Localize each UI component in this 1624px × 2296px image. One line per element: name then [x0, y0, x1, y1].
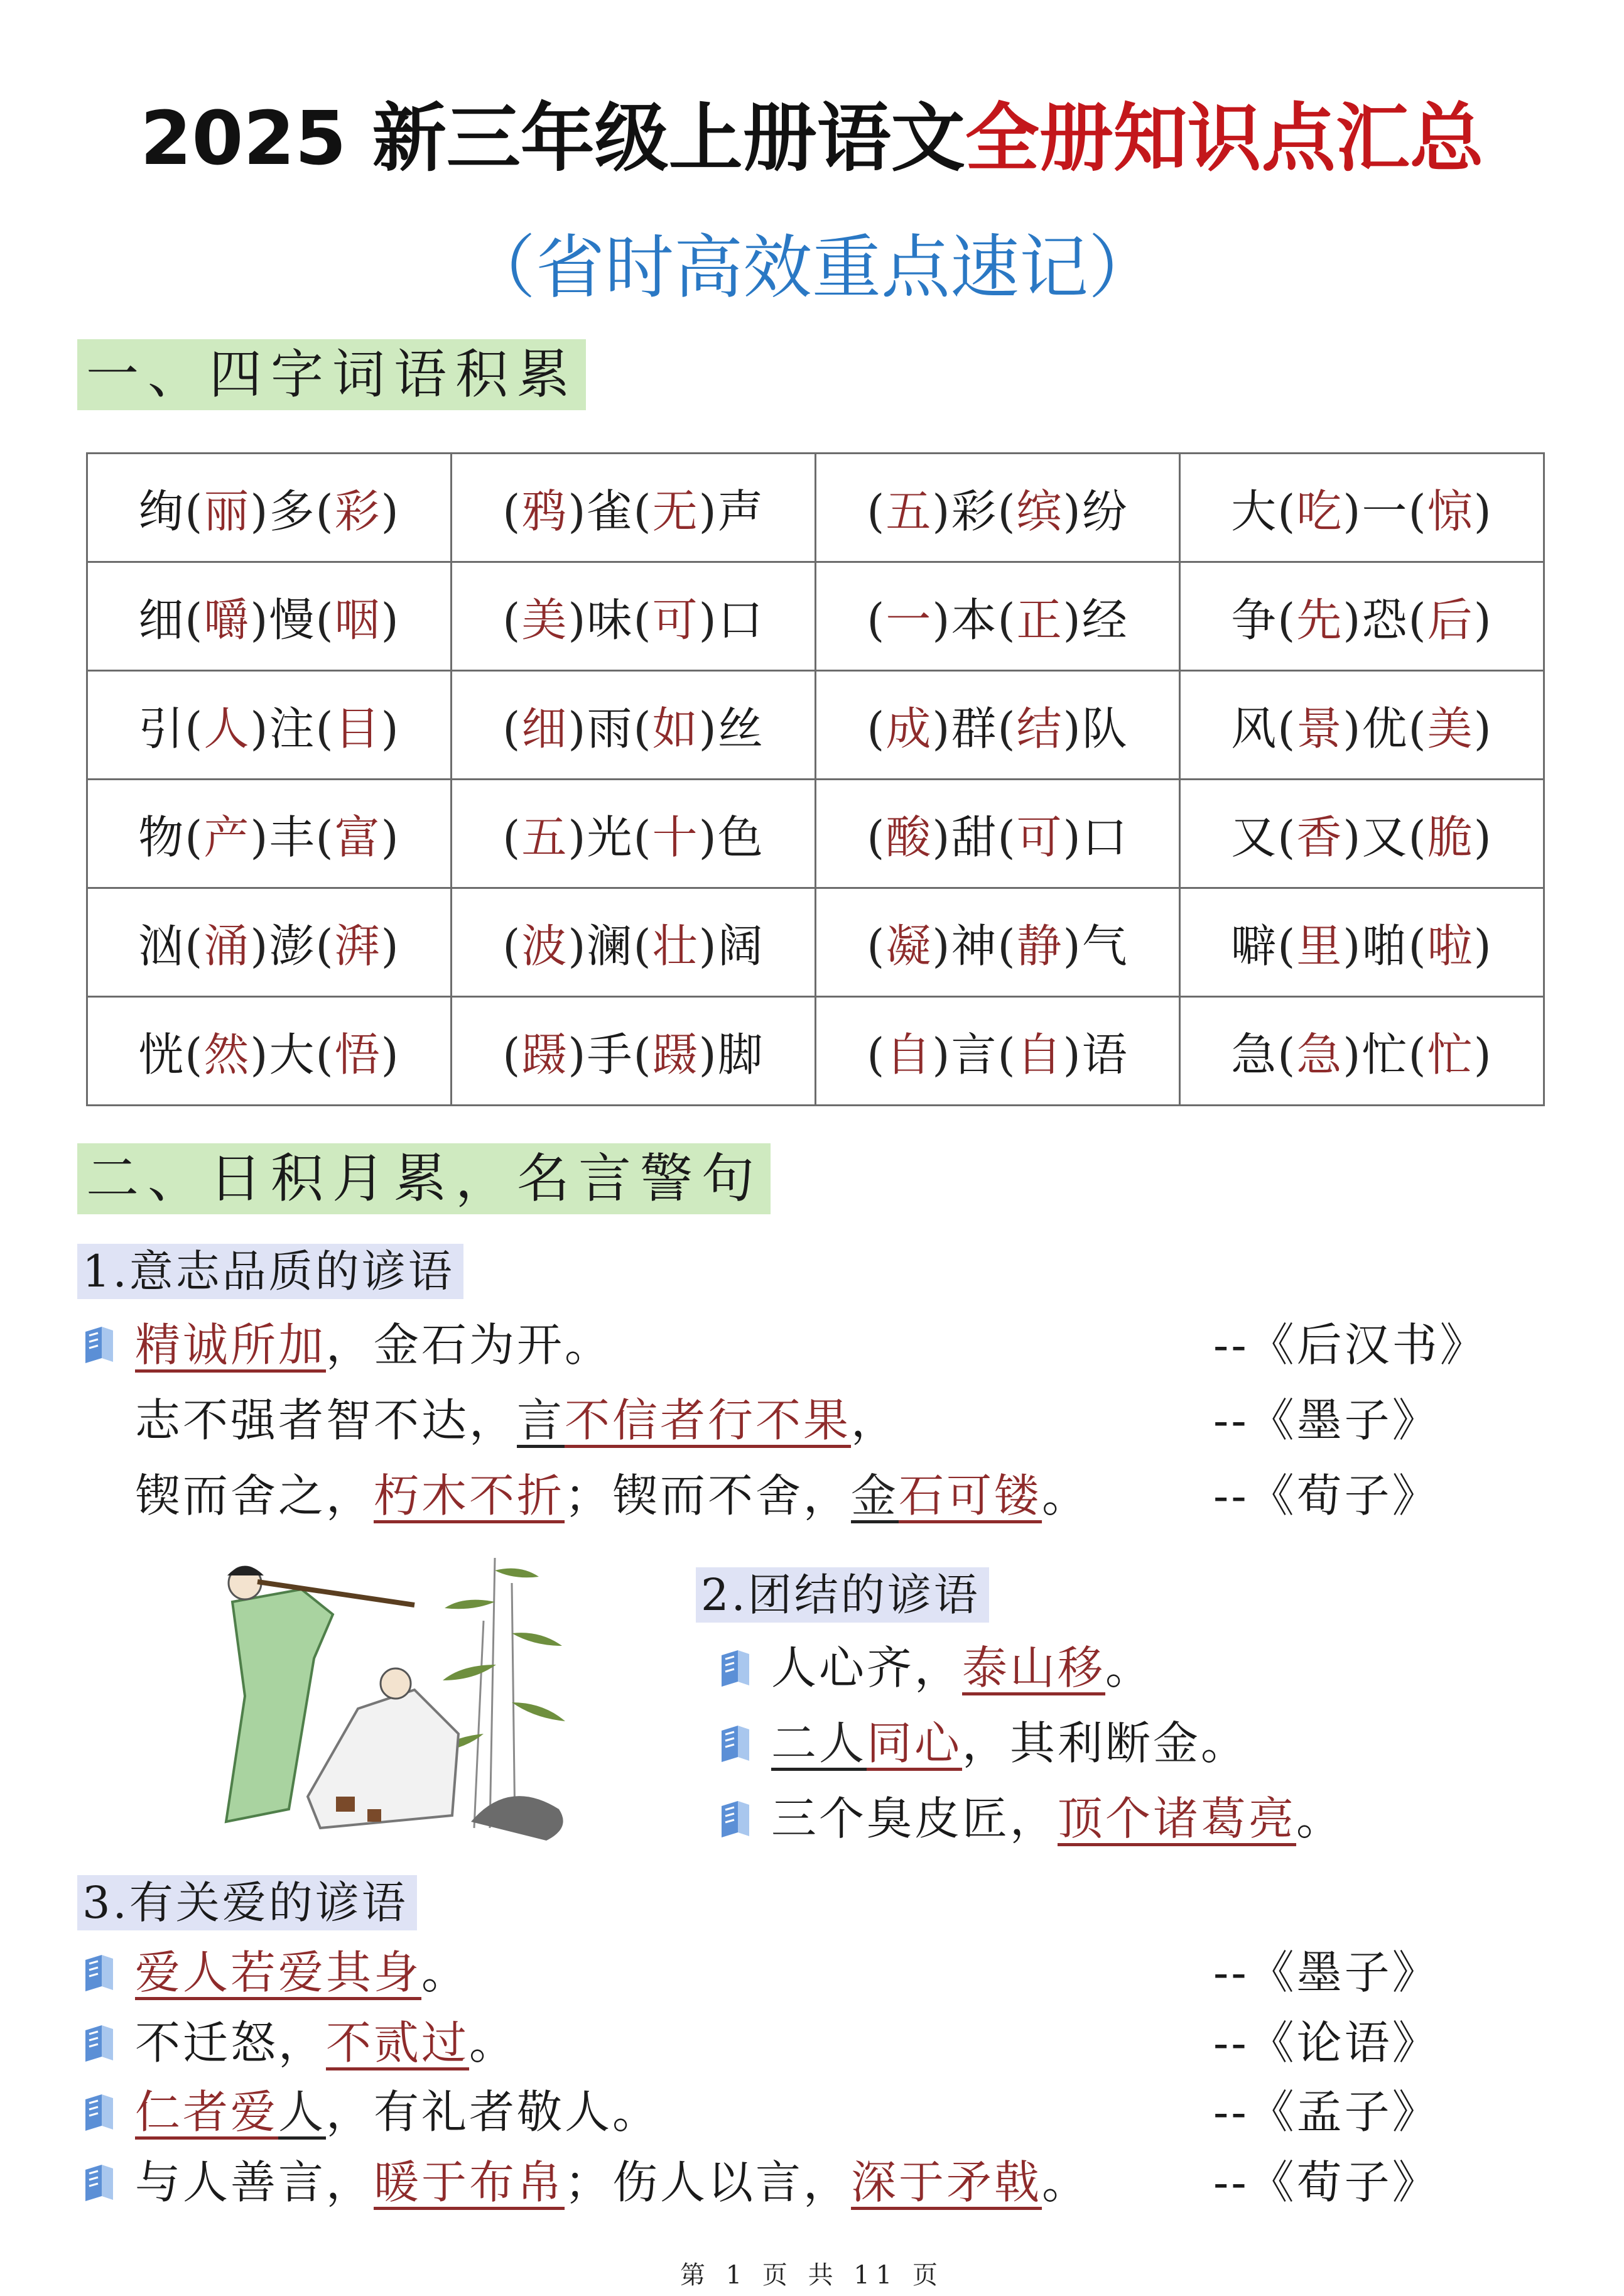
- idiom-char: 慢: [269, 594, 316, 646]
- idiom-bracket: ): [1473, 485, 1493, 538]
- idiom-answer-char: 湃: [334, 920, 381, 972]
- idiom-bracket: (: [1277, 485, 1297, 538]
- idiom-bracket: ): [932, 920, 951, 972]
- idiom-bracket: ): [698, 594, 718, 646]
- idiom-char: 语: [1081, 1028, 1129, 1081]
- quote-source: --《论语》: [1213, 2016, 1440, 2069]
- subheading-love: 3.有关爱的谚语: [77, 1875, 417, 1930]
- idiom-char: 忙: [1361, 1028, 1409, 1081]
- idiom-char: 绚: [138, 485, 185, 538]
- idiom-answer-char: 咽: [334, 594, 381, 646]
- idiom-bracket: ): [1343, 920, 1362, 972]
- book-icon: [719, 1724, 752, 1763]
- idiom-bracket: ): [1063, 702, 1082, 755]
- idiom-answer-char: 波: [521, 920, 568, 972]
- idiom-cell: [816, 888, 1180, 997]
- idiom-answer-char: 壮: [652, 920, 699, 972]
- idiom-char: 细: [138, 594, 185, 646]
- quote-line: 精诚所加，金石为开。: [135, 1319, 613, 1371]
- idiom-char: 本: [951, 594, 998, 646]
- idiom-bracket: ): [698, 485, 718, 538]
- idiom-answer-char: 嚼: [203, 594, 251, 646]
- idiom-char: 口: [1081, 811, 1129, 864]
- idiom-answer-char: 正: [1016, 594, 1063, 646]
- idiom-bracket: ): [381, 811, 400, 864]
- idiom-bracket: (: [1277, 811, 1297, 864]
- idiom-cell: [87, 888, 452, 997]
- idiom-cell: [452, 888, 816, 997]
- idiom-char: 物: [138, 811, 185, 864]
- idiom-bracket: ): [568, 702, 587, 755]
- idiom-bracket: (: [633, 485, 652, 538]
- idiom-answer-char: 酸: [885, 811, 933, 864]
- idiom-bracket: ): [1343, 702, 1362, 755]
- book-icon: [83, 2093, 116, 2132]
- idiom-cell: [816, 997, 1180, 1106]
- idiom-answer-char: 急: [1296, 1028, 1343, 1081]
- idiom-bracket: ): [568, 811, 587, 864]
- idiom-bracket: (: [502, 594, 522, 646]
- idiom-bracket: ): [1473, 594, 1493, 646]
- quote-line: 仁者爱人，有礼者敬人。: [135, 2086, 661, 2138]
- idiom-char: 又: [1361, 811, 1409, 864]
- idiom-cell: [87, 780, 452, 888]
- table-row: [87, 997, 1544, 1106]
- book-icon: [83, 1325, 116, 1364]
- idiom-answer-char: 里: [1296, 920, 1343, 972]
- idiom-bracket: ): [381, 594, 400, 646]
- idiom-bracket: (: [1408, 920, 1427, 972]
- idiom-bracket: (: [997, 594, 1017, 646]
- idiom-bracket: (: [185, 811, 204, 864]
- idiom-char: 群: [951, 702, 998, 755]
- idiom-bracket: (: [997, 702, 1017, 755]
- idiom-cell: [452, 562, 816, 671]
- idiom-bracket: (: [315, 594, 335, 646]
- idiom-char: 注: [269, 702, 316, 755]
- idiom-answer-char: 鸦: [521, 485, 568, 538]
- idiom-answer-char: 忙: [1427, 1028, 1474, 1081]
- idiom-answer-char: 彩: [334, 485, 381, 538]
- idiom-bracket: (: [502, 1028, 522, 1081]
- idiom-bracket: ): [568, 1028, 587, 1081]
- idiom-cell: [1180, 671, 1544, 780]
- idiom-bracket: (: [1277, 1028, 1297, 1081]
- quote-line: 三个臭皮匠，顶个诸葛亮。: [771, 1792, 1345, 1845]
- idiom-bracket: ): [698, 811, 718, 864]
- idiom-answer-char: 美: [1427, 702, 1474, 755]
- idiom-cell: [452, 997, 816, 1106]
- idiom-bracket: ): [568, 594, 587, 646]
- idiom-bracket: (: [867, 594, 886, 646]
- quote-line: 爱人若爱其身。: [135, 1946, 470, 1999]
- idiom-char: 声: [717, 485, 764, 538]
- idiom-bracket: (: [502, 485, 522, 538]
- idiom-bracket: ): [250, 702, 269, 755]
- quote-source: --《荀子》: [1213, 2156, 1440, 2209]
- quote-line: 与人善言，暖于布帛；伤人以言，深于矛戟。: [135, 2156, 1090, 2209]
- idiom-cell: [816, 780, 1180, 888]
- quote-line: 二人同心，其利断金。: [771, 1717, 1249, 1770]
- idiom-char: 经: [1081, 594, 1129, 646]
- idiom-bracket: (: [1408, 811, 1427, 864]
- idiom-char: 引: [138, 702, 185, 755]
- idiom-cell: [1180, 780, 1544, 888]
- idiom-bracket: (: [1408, 702, 1427, 755]
- idiom-char: 大: [1231, 485, 1278, 538]
- idiom-bracket: ): [1473, 702, 1493, 755]
- idiom-bracket: (: [185, 594, 204, 646]
- idiom-answer-char: 涌: [203, 920, 251, 972]
- table-row: [87, 780, 1544, 888]
- idiom-bracket: (: [1408, 594, 1427, 646]
- idiom-bracket: ): [1063, 811, 1082, 864]
- idiom-char: 噼: [1231, 920, 1278, 972]
- idiom-bracket: (: [1408, 485, 1427, 538]
- idiom-char: 汹: [138, 920, 185, 972]
- idiom-char: 纷: [1081, 485, 1129, 538]
- idiom-bracket: (: [633, 1028, 652, 1081]
- idiom-char: 争: [1231, 594, 1278, 646]
- idiom-bracket: ): [1063, 920, 1082, 972]
- idiom-bracket: (: [185, 1028, 204, 1081]
- idiom-answer-char: 先: [1296, 594, 1343, 646]
- book-icon: [83, 2163, 116, 2202]
- idiom-answer-char: 啦: [1427, 920, 1474, 972]
- idiom-bracket: (: [185, 485, 204, 538]
- idiom-char: 澜: [587, 920, 634, 972]
- idiom-bracket: (: [633, 702, 652, 755]
- idiom-char: 言: [951, 1028, 998, 1081]
- idiom-bracket: (: [867, 811, 886, 864]
- idiom-answer-char: 蹑: [521, 1028, 568, 1081]
- idiom-bracket: ): [1343, 485, 1362, 538]
- subheading-unity: 2.团结的谚语: [696, 1567, 989, 1623]
- table-row: [87, 671, 1544, 780]
- idiom-char: 恍: [138, 1028, 185, 1081]
- scholars-illustration: [188, 1545, 603, 1841]
- idiom-char: 气: [1081, 920, 1129, 972]
- idiom-char: 啪: [1361, 920, 1409, 972]
- idiom-answer-char: 蹑: [652, 1028, 699, 1081]
- idiom-answer-char: 自: [885, 1028, 933, 1081]
- idiom-char: 优: [1361, 702, 1409, 755]
- idiom-answer-char: 成: [885, 702, 933, 755]
- idiom-cell: [87, 562, 452, 671]
- idiom-bracket: ): [698, 1028, 718, 1081]
- idiom-answer-char: 然: [203, 1028, 251, 1081]
- idiom-bracket: (: [315, 811, 335, 864]
- idiom-bracket: ): [1063, 1028, 1082, 1081]
- idiom-bracket: (: [315, 485, 335, 538]
- idiom-char: 味: [587, 594, 634, 646]
- idiom-cell: [87, 671, 452, 780]
- idiom-answer-char: 结: [1016, 702, 1063, 755]
- idiom-bracket: (: [315, 1028, 335, 1081]
- idiom-bracket: (: [633, 594, 652, 646]
- table-row: [87, 888, 1544, 997]
- idiom-bracket: ): [698, 920, 718, 972]
- idiom-bracket: (: [502, 811, 522, 864]
- idiom-answer-char: 自: [1016, 1028, 1063, 1081]
- idiom-bracket: (: [502, 702, 522, 755]
- idiom-bracket: ): [568, 485, 587, 538]
- idiom-answer-char: 美: [521, 594, 568, 646]
- idiom-bracket: (: [315, 920, 335, 972]
- idiom-answer-char: 富: [334, 811, 381, 864]
- quote-source: --《荀子》: [1213, 1469, 1440, 1522]
- idiom-bracket: ): [381, 1028, 400, 1081]
- idiom-char: 又: [1231, 811, 1278, 864]
- idiom-bracket: (: [502, 920, 522, 972]
- idiom-bracket: (: [315, 702, 335, 755]
- idiom-bracket: ): [568, 920, 587, 972]
- idiom-char: 澎: [269, 920, 316, 972]
- idiom-bracket: ): [250, 485, 269, 538]
- idiom-bracket: (: [185, 920, 204, 972]
- idiom-bracket: ): [250, 811, 269, 864]
- idiom-answer-char: 人: [203, 702, 251, 755]
- page-number: 第 1 页 共 11 页: [680, 2261, 944, 2290]
- idiom-bracket: ): [1473, 811, 1493, 864]
- idiom-answer-char: 可: [652, 594, 699, 646]
- idiom-bracket: ): [381, 920, 400, 972]
- idiom-char: 风: [1231, 702, 1278, 755]
- idiom-cell: [1180, 454, 1544, 562]
- idiom-char: 手: [587, 1028, 634, 1081]
- book-icon: [719, 1649, 752, 1688]
- idiom-answer-char: 惊: [1427, 485, 1474, 538]
- idiom-bracket: (: [997, 811, 1017, 864]
- idiom-bracket: ): [1063, 594, 1082, 646]
- idiom-answer-char: 细: [521, 702, 568, 755]
- idiom-bracket: ): [1343, 594, 1362, 646]
- idiom-answer-char: 后: [1427, 594, 1474, 646]
- idiom-char: 丰: [269, 811, 316, 864]
- quote-source: --《墨子》: [1213, 1394, 1440, 1447]
- idiom-answer-char: 无: [652, 485, 699, 538]
- idiom-char: 雀: [587, 485, 634, 538]
- idiom-answer-char: 十: [652, 811, 699, 864]
- table-row: [87, 454, 1544, 562]
- idiom-bracket: ): [698, 702, 718, 755]
- quote-line: 锲而舍之，朽木不折；锲而不舍，金石可镂。: [135, 1469, 1090, 1522]
- book-icon: [83, 2024, 116, 2063]
- idiom-cell: [816, 671, 1180, 780]
- idiom-answer-char: 五: [885, 485, 933, 538]
- idiom-bracket: ): [381, 702, 400, 755]
- quote-line: 人心齐，泰山移。: [771, 1641, 1154, 1694]
- section-heading-quotes: 二、日积月累，名言警句: [77, 1143, 771, 1214]
- idiom-char: 队: [1081, 702, 1129, 755]
- idiom-char: 色: [717, 811, 764, 864]
- idiom-bracket: (: [1277, 594, 1297, 646]
- idiom-bracket: ): [932, 702, 951, 755]
- idiom-bracket: (: [867, 702, 886, 755]
- idiom-bracket: (: [1277, 702, 1297, 755]
- idiom-char: 一: [1361, 485, 1409, 538]
- idiom-answer-char: 五: [521, 811, 568, 864]
- idiom-char: 丝: [717, 702, 764, 755]
- section-heading-idioms: 一、四字词语积累: [77, 339, 586, 410]
- idiom-answer-char: 吃: [1296, 485, 1343, 538]
- idiom-table: [86, 452, 1545, 1106]
- idiom-bracket: ): [1343, 1028, 1362, 1081]
- quote-source: --《后汉书》: [1213, 1319, 1488, 1371]
- idiom-cell: [1180, 562, 1544, 671]
- idiom-char: 阔: [717, 920, 764, 972]
- idiom-cell: [1180, 888, 1544, 997]
- subheading-willpower: 1.意志品质的谚语: [77, 1244, 463, 1299]
- quote-source: --《墨子》: [1213, 1946, 1440, 1999]
- quote-source: --《孟子》: [1213, 2086, 1440, 2138]
- idiom-cell: [452, 671, 816, 780]
- idiom-cell: [87, 997, 452, 1106]
- idiom-char: 急: [1231, 1028, 1278, 1081]
- idiom-bracket: ): [1343, 811, 1362, 864]
- idiom-char: 恐: [1361, 594, 1409, 646]
- idiom-answer-char: 脆: [1427, 811, 1474, 864]
- quote-line: 不迁怒，不贰过。: [135, 2016, 517, 2069]
- idiom-bracket: (: [867, 485, 886, 538]
- idiom-bracket: ): [932, 1028, 951, 1081]
- idiom-bracket: ): [250, 594, 269, 646]
- idiom-char: 口: [717, 594, 764, 646]
- idiom-char: 神: [951, 920, 998, 972]
- idiom-bracket: (: [867, 920, 886, 972]
- idiom-char: 大: [269, 1028, 316, 1081]
- idiom-bracket: (: [1408, 1028, 1427, 1081]
- idiom-bracket: ): [932, 811, 951, 864]
- idiom-bracket: (: [633, 811, 652, 864]
- idiom-char: 多: [269, 485, 316, 538]
- idiom-cell: [816, 454, 1180, 562]
- idiom-answer-char: 产: [203, 811, 251, 864]
- page-title: 2025 新三年级上册语文全册知识点汇总: [140, 95, 1484, 182]
- idiom-answer-char: 悟: [334, 1028, 381, 1081]
- idiom-char: 彩: [951, 485, 998, 538]
- idiom-cell: [816, 562, 1180, 671]
- idiom-bracket: (: [997, 920, 1017, 972]
- idiom-bracket: ): [250, 1028, 269, 1081]
- table-row: [87, 562, 1544, 671]
- idiom-bracket: (: [867, 1028, 886, 1081]
- idiom-bracket: (: [997, 1028, 1017, 1081]
- idiom-bracket: ): [1473, 920, 1493, 972]
- idiom-bracket: ): [932, 594, 951, 646]
- idiom-answer-char: 缤: [1016, 485, 1063, 538]
- idiom-bracket: ): [250, 920, 269, 972]
- idiom-bracket: (: [185, 702, 204, 755]
- book-icon: [83, 1954, 116, 1993]
- idiom-bracket: ): [932, 485, 951, 538]
- page-subtitle: （省时高效重点速记）: [467, 227, 1157, 308]
- idiom-answer-char: 丽: [203, 485, 251, 538]
- idiom-char: 脚: [717, 1028, 764, 1081]
- idiom-cell: [1180, 997, 1544, 1106]
- idiom-cell: [452, 780, 816, 888]
- idiom-answer-char: 凝: [885, 920, 933, 972]
- idiom-bracket: (: [997, 485, 1017, 538]
- idiom-answer-char: 如: [652, 702, 699, 755]
- idiom-char: 雨: [587, 702, 634, 755]
- idiom-answer-char: 目: [334, 702, 381, 755]
- idiom-cell: [87, 454, 452, 562]
- idiom-char: 光: [587, 811, 634, 864]
- idiom-answer-char: 景: [1296, 702, 1343, 755]
- idiom-bracket: ): [1063, 485, 1082, 538]
- idiom-answer-char: 香: [1296, 811, 1343, 864]
- idiom-answer-char: 一: [885, 594, 933, 646]
- idiom-char: 甜: [951, 811, 998, 864]
- idiom-bracket: ): [1473, 1028, 1493, 1081]
- idiom-bracket: ): [381, 485, 400, 538]
- quote-line: 志不强者智不达，言不信者行不果，: [135, 1394, 899, 1447]
- idiom-answer-char: 静: [1016, 920, 1063, 972]
- book-icon: [719, 1800, 752, 1839]
- idiom-bracket: (: [1277, 920, 1297, 972]
- idiom-answer-char: 可: [1016, 811, 1063, 864]
- idiom-cell: [452, 454, 816, 562]
- idiom-bracket: (: [633, 920, 652, 972]
